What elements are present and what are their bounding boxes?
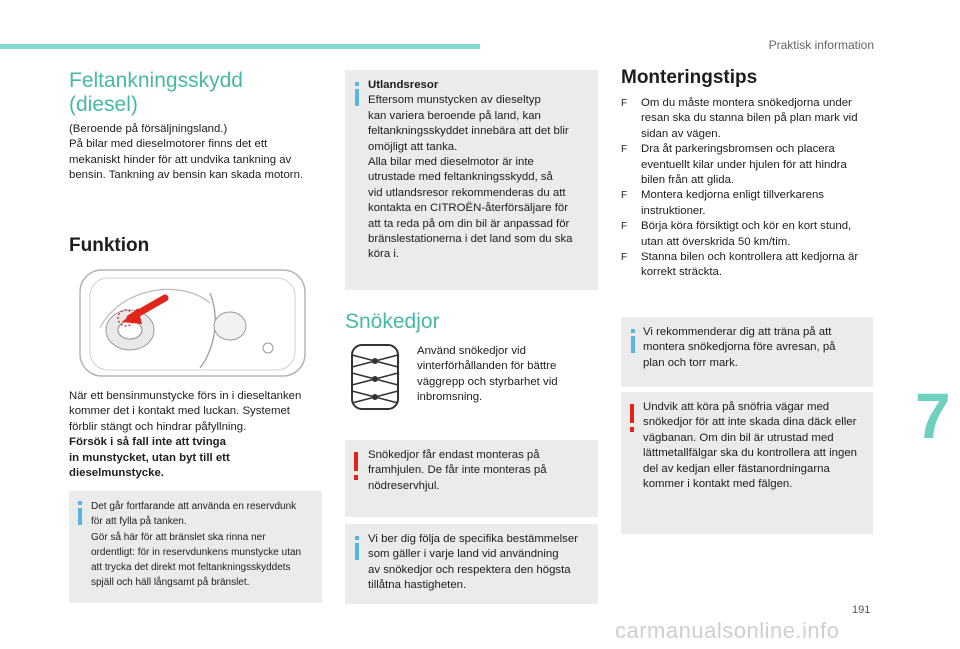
mounting-tips-title: Monteringstips xyxy=(621,67,758,88)
info-line: ordentligt: för in reservdunkens munstycke utan xyxy=(91,546,302,558)
tip-line: Dra åt parkeringsbromsen och placera xyxy=(641,143,835,156)
snow-chain-icon xyxy=(348,343,402,411)
warning-line: Snökedjor får endast monteras på xyxy=(368,449,540,461)
warning-line: kommer i kontakt med fälgen. xyxy=(643,478,793,491)
tip-item xyxy=(621,188,881,219)
abroad-line: vid utlandsresor rekommenderas du att xyxy=(368,186,566,199)
bullet-icon: F xyxy=(621,98,628,109)
tip-item xyxy=(621,142,881,188)
snow-line: väggrepp och styrbarhet vid xyxy=(417,375,558,388)
info-line: av snökedjor och respektera den högsta xyxy=(368,563,571,576)
page-number: 191 xyxy=(852,604,871,616)
abroad-line: köra i. xyxy=(368,248,400,261)
practice-info-box xyxy=(621,317,873,387)
tip-line: korrekt sträckta. xyxy=(641,266,723,279)
header-accent-bar xyxy=(0,44,480,49)
snow-line: Använd snökedjor vid xyxy=(417,345,526,357)
fuel-protection-title xyxy=(69,69,243,117)
abroad-line: att ta reda på om din bil är anpassad för xyxy=(368,217,570,230)
fuel-flap-illustration xyxy=(70,268,315,380)
info-line: att trycka det direkt mot feltankningsskyddets xyxy=(91,562,291,574)
function-line: förblir stängt och hindrar påfyllning. xyxy=(69,420,247,433)
info-line: tillåtna hastigheten. xyxy=(368,579,467,592)
bullet-icon: F xyxy=(621,221,628,233)
info-line: plan och torr mark. xyxy=(643,356,738,369)
warning-line: nödreservhjul. xyxy=(368,479,440,492)
info-line: Vi rekommenderar dig att träna på att xyxy=(643,326,832,338)
abroad-line: bränslestationerna i det land som du ska xyxy=(368,233,573,246)
snow-chains-title: Snökedjor xyxy=(345,310,440,333)
tip-line: Börja köra försiktigt och kör en kort stund, xyxy=(641,220,852,233)
info-icon xyxy=(353,536,361,560)
function-line: kommer det i kontakt med luckan. Systemet xyxy=(69,405,290,418)
mounting-tips-list xyxy=(621,96,881,281)
intro-line: bensin. Tankning av bensin kan skada motorn. xyxy=(69,169,304,182)
front-wheels-warning-box xyxy=(345,440,598,517)
intro-line: På bilar med dieselmotorer finns det ett xyxy=(69,138,268,151)
snow-line: vinterförhållanden för bättre xyxy=(417,360,557,373)
function-bold-line: Försök i så fall inte att tvinga xyxy=(69,436,226,449)
tip-line: resan ska du stanna bilen på plan mark vid xyxy=(641,112,858,125)
tip-line: instruktioner. xyxy=(641,204,706,217)
bullet-icon: F xyxy=(621,144,628,156)
snowfree-roads-warning-box xyxy=(621,392,873,534)
function-bold-line: dieselmunstycke. xyxy=(69,467,164,480)
abroad-line: Eftersom munstycken av dieseltyp xyxy=(368,94,541,107)
bullet-icon: F xyxy=(621,190,628,202)
intro-text xyxy=(69,122,303,184)
function-line: När ett bensinmunstycke förs in i dieseltanken xyxy=(69,390,302,402)
chapter-number: 7 xyxy=(915,380,951,452)
function-title: Funktion xyxy=(69,235,150,256)
tip-line: eventuellt kilar under hjulen för att hindra xyxy=(641,158,847,171)
tip-item xyxy=(621,250,881,281)
tip-item xyxy=(621,96,881,142)
info-line: Gör så här för att bränslet ska rinna ner xyxy=(91,531,266,543)
abroad-line: kontakta en CITROËN-återförsäljare för xyxy=(368,202,569,215)
info-line: Vi ber dig följa de specifika bestämmelser xyxy=(368,533,578,545)
tip-item xyxy=(621,219,881,250)
abroad-line: omöjligt att tanka. xyxy=(368,140,458,153)
info-line: montera snökedjorna före avresan, på xyxy=(643,341,836,354)
warning-line: lättmetallfälgar ska du kontrollera att ingen xyxy=(643,447,858,460)
tip-line: bilen från att glida. xyxy=(641,174,735,187)
function-bold-line: in munstycket, utan byt till ett xyxy=(69,451,230,464)
tip-line: sidan av vägen. xyxy=(641,127,721,140)
warning-line: snökedjor för att inte skada dina däck eller xyxy=(643,416,857,429)
info-icon xyxy=(629,329,637,353)
intro-line: mekaniskt hinder för att undvika tankning av xyxy=(69,153,292,166)
intro-line: (Beroende på försäljningsland.) xyxy=(69,123,228,135)
tip-line: Stanna bilen och kontrollera att kedjorna är xyxy=(641,251,859,264)
watermark: carmanualsonline.info xyxy=(615,618,840,643)
info-line: för att fylla på tanken. xyxy=(91,516,187,528)
abroad-line: Alla bilar med dieselmotor är inte xyxy=(368,156,534,169)
tip-line: Om du måste montera snökedjorna under xyxy=(641,97,852,109)
warning-line: del av kedjan eller fästanordningarna xyxy=(643,462,830,475)
info-box-canister xyxy=(69,491,322,603)
snow-chain-text xyxy=(417,344,558,406)
abroad-info-box xyxy=(345,70,598,290)
tip-line: Montera kedjorna enligt tillverkarens xyxy=(641,189,824,202)
warning-icon xyxy=(629,404,635,432)
warning-line: Undvik att köra på snöfria vägar med xyxy=(643,401,830,413)
info-line: som gäller i varje land vid användning xyxy=(368,548,559,561)
warning-line: framhjulen. De får inte monteras på xyxy=(368,464,547,477)
info-icon xyxy=(76,501,84,525)
abroad-line: kan variera beroende på land, kan xyxy=(368,109,541,122)
info-icon xyxy=(353,82,361,106)
tip-line: utan att överskrida 50 km/tim. xyxy=(641,235,791,248)
abroad-title: Utlandsresor xyxy=(368,79,439,91)
warning-icon xyxy=(353,452,359,480)
bullet-icon: F xyxy=(621,252,628,264)
function-text xyxy=(69,389,301,481)
abroad-line: feltankningsskyddet innebära att det blir xyxy=(368,125,569,138)
info-line: Det går fortfarande att använda en reservdunk xyxy=(91,501,297,512)
warning-line: vägbanan. Om din bil är utrustad med xyxy=(643,431,834,444)
title-line-2: (diesel) xyxy=(69,93,138,116)
abroad-line: utrustade med feltankningsskydd, så xyxy=(368,171,553,184)
regulations-info-box xyxy=(345,524,598,604)
section-label: Praktisk information xyxy=(768,38,874,52)
title-line-1: Feltankningsskydd xyxy=(69,69,243,92)
info-line: spjäll och häll långsamt på bränslet. xyxy=(91,577,250,589)
snow-line: inbromsning. xyxy=(417,391,483,404)
